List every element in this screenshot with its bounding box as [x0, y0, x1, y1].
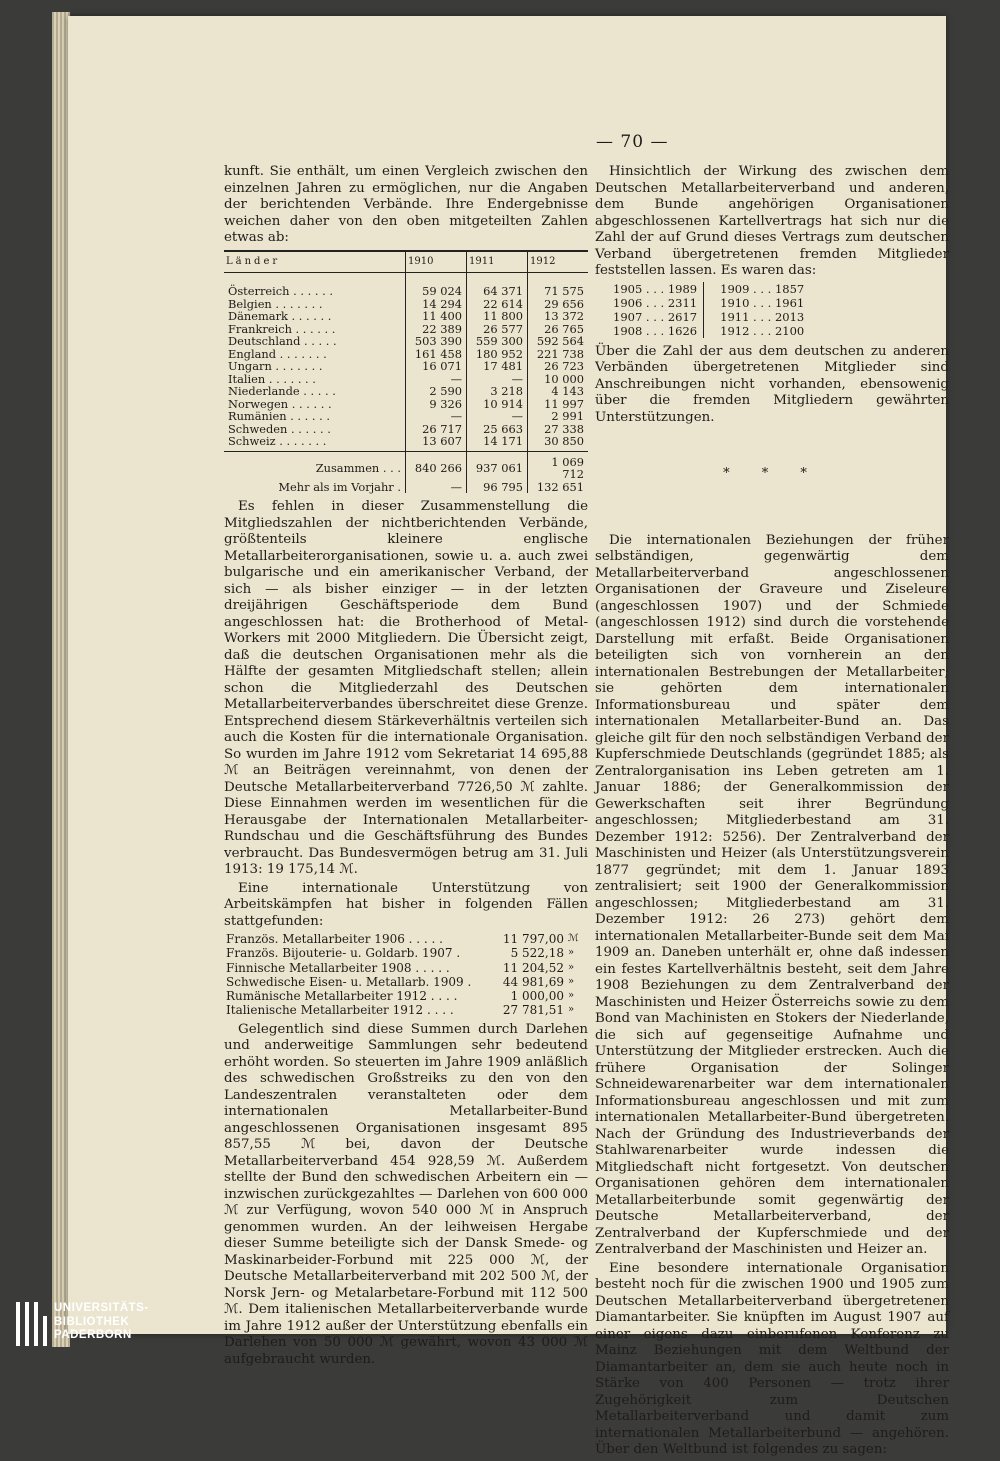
strike-label: Italienische Metallarbeiter 1912 . . . . [226, 1003, 454, 1018]
strike-amount: 27 781,51 [502, 1003, 564, 1018]
year-count-cell: 1906 . . . 2311 [613, 295, 698, 310]
value-cell: 64 371 [467, 273, 528, 298]
paragraph-international-relations: Die internationalen Beziehungen der früher selbständigen, gegenwärtig dem Metallarbeiterverband angeschlossenen Organisationen der Graveure und Ziseleure (angeschlossen 1907) und der Schmiede (angeschlossen 1912) sind durch die vorstehende Darstellung mit erfaßt. Beide Organisationen beteiligten sich von vornherein an den internationalen Bestrebungen der Metallarbeiter; sie gehörten dem internationalen Informationsbureau und später dem internationalen Metallarbeiter-Bund an. Das gleiche gilt für den noch selbständigen Verband der Kupferschmiede Deutschlands (gegründet 1885; als Zentralorganisation ins Leben getreten am 1. Januar 1886; der Generalkommission der Gewerkschaften seit ihrer Begründung angeschlossen; Mitgliederbestand am 31. Dezember 1912: 5256). Der Zentralverband der Maschinisten und Heizer (als Unterstützungsverein 1877 gegründet; mit dem 1. Januar 1893 zentralisiert; seit 1900 der Generalkommission angeschlossen; Mitgliederbestand am 31. Dezember 1912: 26 273) gehört dem internationalen Metallarbeiter-Bunde seit dem Mai 1909 an. Daneben unterhält er, ohne daß indessen ein festes Kartellverhältnis besteht, seit dem Jahre 1908 Beziehungen zu dem Zentralverband der Maschinisten und Heizer Österreichs sowie zu dem Bond van Machinisten en Stokers der Niederlande, die sich auf gegenseitige Aufnahme und Unterstützung der Mitglieder erstrecken. Auch die frühere Organisation der Solinger Schneidewarenarbeiter war dem internationalen Informationsbureau angeschlossen und mit zum internationalen Metallarbeiter-Bund übergetreten. Nach der Gründung des Industrieverbands der Stahlwarenarbeiter wurde indessen die Mitgliedschaft nicht fortgesetzt. Von deutschen Organisationen gehören dem internationalen Metallarbeiterbunde somit gegenwärtig der Deutsche Metallarbeiterverband, der Zentralverband der Kupferschmiede und der Zentralverband der Maschinisten und Heizer an. [595, 532, 949, 1257]
total-value: 840 266 [406, 451, 467, 481]
value-cell: 27 338 [528, 423, 589, 436]
table-row [224, 385, 588, 398]
value-cell: 559 300 [467, 335, 528, 348]
value-cell: 14 171 [467, 435, 528, 451]
paragraph-diamond-workers: Eine besondere internationale Organisation besteht noch für die zwischen 1900 und 1905 zum Deutschen Metallarbeiterverband übergetretenen Diamantarbeiter. Sie knüpften im August 1907 auf einer eigens dazu einberufenen Konferenz zu Mainz Beziehungen mit dem Weltbund der Diamantarbeiter an, dem sie auch heute noch in Stärke von 400 Personen — trotz ihrer Zugehörigkeit zum Deutschen Metallarbeiterverband und damit zum internationalen Metallarbeiterbund — angehören. Über den Weltbund ist folgendes zu sagen: [595, 1260, 949, 1457]
total-value: 937 061 [467, 451, 528, 481]
paragraph-missing-figures: Es fehlen in dieser Zusammenstellung die Mitgliedszahlen der nichtberichtenden Verbände, größtenteils kleinere englische Metallarbeiterorganisationen, sowie u. a. auch zwei bulgarische und ein amerikanischer Verband, der sich — als bisher einziger — in der letzten dreijährigen Geschäftsperiode dem Bund angeschlossen hat: die Brotherhood of Metal-Workers mit 2000 Mitgliedern. Die Übersicht zeigt, daß die deutschen Organisationen mehr als die Hälfte der gesamten Mitgliedschaft stellen; allein schon die Mitgliederzahl des Deutschen Metallarbeiterverbandes überschreitet diese Grenze. Entsprechend diesem Stärkeverhältnis verteilen sich auch die Kosten für die internationale Organisation. So wurden im Jahre 1912 vom Sekretariat 14 695,88 ℳ an Beiträgen vereinnahmt, von denen der Deutsche Metallarbeiterverband 7726,50 ℳ zahlte. Diese Einnahmen werden im wesentlichen für die Herausgabe der Internationalen Metallarbeiter-Rundschau und die Geschäftsführung des Bundes verbraucht. Das Bundesvermögen betrug am 31. Juli 1913: 19 175,14 ℳ. [224, 499, 588, 877]
value-cell: 26 577 [467, 323, 528, 336]
table-row [224, 273, 588, 298]
intro-paragraph: kunft. Sie enthält, um einen Vergleich zwischen den einzelnen Jahren zu ermöglichen, nur die Angaben der berichtenden Verbände. Ihre Endergebnisse weichen daher von den oben mitgeteilten Zahlen etwas ab: [224, 164, 588, 245]
header-1910: 1910 [406, 251, 467, 273]
list-item [224, 961, 588, 975]
value-cell: 3 218 [467, 385, 528, 398]
list-item [224, 932, 588, 946]
value-cell: 26 765 [528, 323, 589, 336]
table-row [607, 324, 810, 338]
strike-unit: ℳ [568, 933, 579, 944]
page-number: — 70 — [596, 132, 669, 152]
value-cell: 2 590 [406, 385, 467, 398]
strike-unit: » [568, 1004, 575, 1016]
table-row [607, 310, 810, 324]
country-cell: Schweiz . . . . . . . [224, 435, 406, 451]
paragraph-loans: Gelegentlich sind diese Summen durch Darlehen und anderweitige Sammlungen sehr bedeutend erhöht worden. So steuerten im Jahre 1909 anläßlich des schwedischen Großstreiks zu den von den Landeszentralen veranstalteten oder dem internationalen Metallarbeiter-Bund angeschlossenen Organisationen insgesamt 895 857,55 ℳ bei, davon der Deutsche Metallarbeiterverband 454 928,59 ℳ. Außerdem stellte der Bund den schwedischen Arbeitern ein — inzwischen zurückgezahltes — Darlehen von 600 000 ℳ zur Verfügung, wovon 540 000 ℳ in Anspruch genommen wurden. An der leihweisen Hergabe dieser Summe beteiligte sich der Dansk Smede- og Maskinarbeider-Forbund mit 225 000 ℳ, der Deutsche Metallarbeiterverband mit 202 500 ℳ, der Norsk Jern- og Metalarbetare-Forbund mit 112 500 ℳ. Dem italienischen Metallarbeiterverbande wurde im Jahre 1912 außer der Unterstützung ebenfalls ein Darlehen von 50 000 ℳ gewährt, wovon 43 000 ℳ aufgebraucht wurden. [224, 1021, 588, 1367]
value-cell: — [406, 373, 467, 386]
value-cell: 71 575 [528, 273, 589, 298]
value-cell: 13 372 [528, 310, 589, 323]
strike-amount: 11 797,00 [502, 932, 564, 946]
strike-unit: » [568, 947, 575, 959]
value-cell: 11 800 [467, 310, 528, 323]
library-name [54, 1302, 149, 1343]
country-cell: Österreich . . . . . . [228, 284, 333, 298]
header-1911: 1911 [467, 251, 528, 273]
strike-unit: » [568, 990, 575, 1002]
year-count-cell: 1905 . . . 1989 [613, 281, 698, 296]
country-cell: Niederlande . . . . . [228, 384, 336, 398]
value-cell: 29 656 [528, 298, 589, 311]
column-divider [704, 324, 715, 338]
table-row [224, 360, 588, 373]
strike-label: Finnische Metallarbeiter 1908 . . . . . [226, 960, 450, 975]
table-row [224, 435, 588, 451]
increase-row [224, 481, 588, 494]
value-cell: 11 997 [528, 398, 589, 411]
value-cell: 9 326 [406, 398, 467, 411]
left-column [224, 164, 588, 1370]
library-logo-icon [16, 1302, 48, 1346]
value-cell: 26 717 [406, 423, 467, 436]
year-count-cell: 1910 . . . 1961 [720, 295, 805, 310]
country-cell: Norwegen . . . . . . [228, 396, 332, 411]
strike-unit: » [568, 975, 575, 987]
paragraph-strike-support: Eine internationale Unterstützung von Arbeitskämpfen hat bisher in folgenden Fällen stattgefunden: [224, 880, 588, 929]
value-cell: 161 458 [406, 348, 467, 361]
country-cell: Frankreich . . . . . . [228, 321, 336, 336]
strike-label: Schwedische Eisen- u. Metallarb. 1909 . [226, 974, 472, 989]
value-cell: 14 294 [406, 298, 467, 311]
year-count-cell: 1907 . . . 2617 [613, 309, 698, 324]
value-cell: 17 481 [467, 360, 528, 373]
value-cell: 4 143 [528, 385, 589, 398]
strike-amount: 1 000,00 [510, 989, 564, 1004]
total-row [224, 451, 588, 481]
value-cell: 26 723 [528, 360, 589, 373]
country-cell: Deutschland . . . . . [228, 334, 337, 348]
value-cell: 10 000 [528, 373, 589, 386]
country-cell: Rumänien . . . . . . [228, 409, 331, 423]
header-countries: Länder [224, 251, 406, 273]
country-cell: England . . . . . . . [228, 346, 327, 361]
column-divider [704, 282, 715, 296]
value-cell: 221 738 [528, 348, 589, 361]
right-column [595, 164, 949, 1461]
table-row [224, 410, 588, 423]
value-cell: 503 390 [406, 335, 467, 348]
transferred-members-table [607, 282, 810, 338]
library-name-line: PADERBORN [54, 1329, 132, 1341]
table-header-row [224, 251, 588, 273]
library-name-line: UNIVERSITÄTS- [54, 1302, 149, 1314]
table-row [224, 335, 588, 348]
column-divider [704, 310, 715, 324]
list-item [224, 989, 588, 1003]
column-divider [704, 296, 715, 310]
strike-label: Französ. Bijouterie- u. Goldarb. 1907 . [226, 946, 461, 961]
table-row [607, 296, 810, 310]
year-count-cell: 1908 . . . 1626 [613, 323, 698, 338]
value-cell: 22 389 [406, 323, 467, 336]
value-cell: 11 400 [406, 310, 467, 323]
strike-label: Französ. Metallarbeiter 1906 . . . . . [226, 932, 443, 946]
paragraph-cartel-contract: Hinsichtlich der Wirkung des zwischen dem Deutschen Metallarbeiterverband und anderen, dem Bunde angehörigen Organisationen abgeschlossenen Kartellvertrags hat sich nur die Zahl der auf Grund dieses Vertrags zum deutschen Verband übergetretenen fremden Mitglieder feststellen lassen. Es waren das: [595, 164, 949, 278]
table-row [607, 282, 810, 296]
table-row [224, 310, 588, 323]
increase-label: Mehr als im Vorjahr . [278, 479, 401, 494]
strike-amount: 11 204,52 [502, 960, 564, 975]
value-cell: 30 850 [528, 435, 589, 451]
increase-value: — [406, 481, 467, 494]
value-cell: 2 991 [528, 410, 589, 423]
total-value: 1 069 712 [528, 451, 589, 481]
year-count-cell: 1912 . . . 2100 [720, 323, 805, 338]
strike-amount: 5 522,18 [510, 946, 564, 961]
value-cell: 22 614 [467, 298, 528, 311]
list-item [224, 975, 588, 989]
paragraph-no-records: Über die Zahl der aus dem deutschen zu anderen Verbänden übergetretenen Mitglieder sind Anschreibungen nicht vorhanden, ebensowenig über die fremden Mitgliedern gewährten Unterstützungen. [595, 343, 949, 425]
country-cell: Dänemark . . . . . . [228, 309, 332, 323]
value-cell: 16 071 [406, 360, 467, 373]
value-cell: 13 607 [406, 435, 467, 451]
value-cell: — [467, 410, 528, 423]
value-cell: 59 024 [406, 273, 467, 298]
year-count-cell: 1909 . . . 1857 [720, 281, 805, 296]
strike-unit: » [568, 961, 575, 973]
strike-amount: 44 981,69 [502, 974, 564, 989]
value-cell: 180 952 [467, 348, 528, 361]
list-item [224, 946, 588, 960]
header-1912: 1912 [528, 251, 589, 273]
value-cell: 10 914 [467, 398, 528, 411]
country-cell: Belgien . . . . . . . [228, 296, 323, 311]
strike-support-table [224, 932, 588, 1018]
library-name-line: BIBLIOTHEK [54, 1315, 130, 1328]
strike-label: Rumänische Metallarbeiter 1912 . . . . [226, 989, 458, 1004]
country-cell: Italien . . . . . . . [228, 371, 316, 386]
total-label: Zusammen . . . [315, 460, 401, 475]
increase-value: 132 651 [528, 481, 589, 494]
value-cell: — [467, 373, 528, 386]
increase-value: 96 795 [467, 481, 528, 494]
list-item [224, 1003, 588, 1017]
section-separator-stars: * * * [723, 466, 821, 481]
year-count-cell: 1911 . . . 2013 [720, 309, 805, 324]
value-cell: 25 663 [467, 423, 528, 436]
country-cell: Ungarn . . . . . . . [228, 359, 323, 373]
value-cell: — [406, 410, 467, 423]
membership-table [224, 250, 588, 494]
country-cell: Schweden . . . . . . [228, 421, 331, 436]
value-cell: 592 564 [528, 335, 589, 348]
